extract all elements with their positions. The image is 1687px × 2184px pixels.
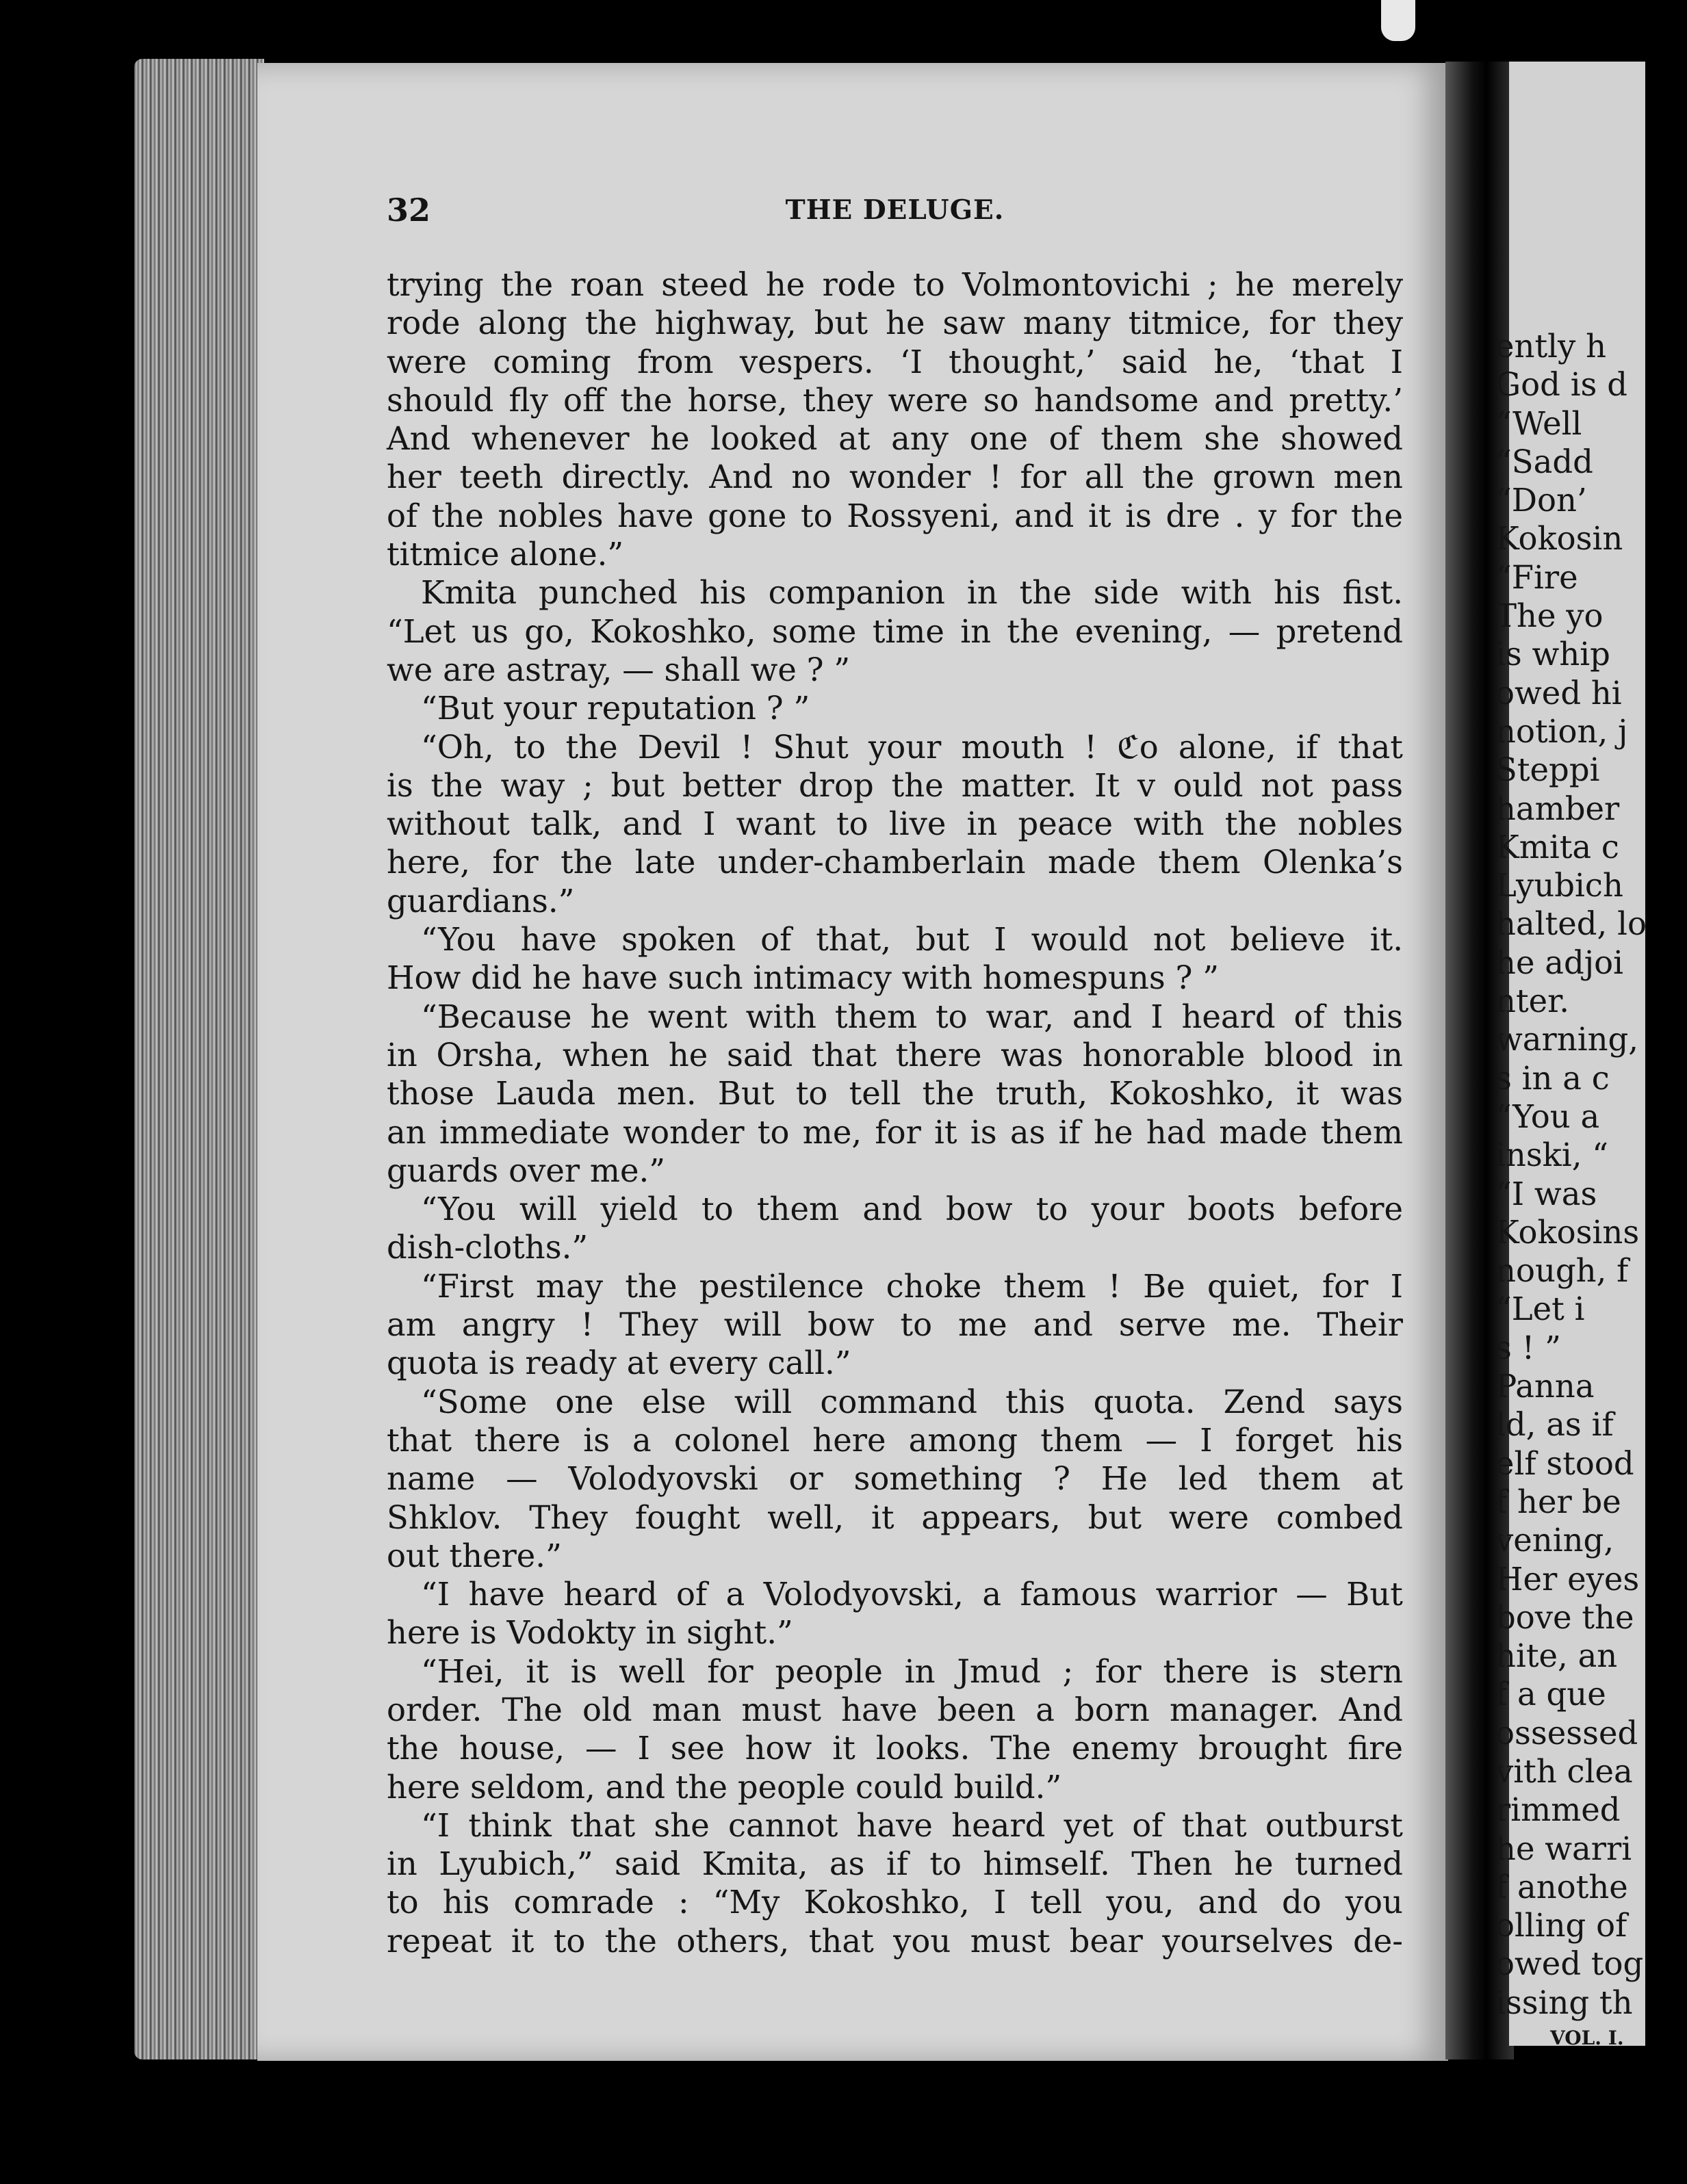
facing-text-line: ‌ently h [1495,328,1607,365]
text-line: out there.” [387,1537,562,1574]
text-line: “Because he went with them to war, and I heard of this [421,998,1403,1035]
page-number: 32 [387,192,431,229]
facing-text-line: nter. [1495,983,1570,1020]
text-line: should fly off the horse, they were so handsome and pretty.’ [387,381,1403,419]
text-line: “You have spoken of that, but I would not believe it. [421,921,1403,959]
facing-text-line: he warri [1495,1830,1632,1867]
facing-text-line: is whip [1495,636,1610,673]
facing-text-line: nough, f [1495,1252,1629,1290]
text-line: of the nobles have gone to Rossyeni, and it is dre . y for the [387,497,1403,534]
facing-text-line: Kokosin [1495,520,1623,558]
page-tab [1381,0,1415,41]
facing-text-line: Panna [1495,1368,1595,1405]
text-line: guards over me.” [387,1152,666,1189]
text-line: How did he have such intimacy with homespuns ? ” [387,959,1219,997]
facing-text-line: “Sadd [1495,443,1593,480]
text-line: here is Vodokty in sight.” [387,1614,793,1652]
facing-text-line: f her be [1495,1483,1621,1520]
facing-text-line: Kokosins [1495,1213,1640,1251]
facing-text-line: The yo [1495,597,1604,635]
text-line: guardians.” [387,882,575,920]
text-line: am angry ! They will bow to me and serve me. Their [387,1306,1403,1344]
text-line: is the way ; but better drop the matter. It v ould not pass [387,766,1403,804]
text-line: in Orsha, when he said that there was honorable blood in [387,1036,1403,1074]
text-line: we are astray, — shall we ? ” [387,651,851,688]
page-edges [134,59,264,2059]
text-line: name — Volodyovski or something ? He led them at [387,1460,1403,1498]
facing-text-line: “Let i [1495,1290,1585,1328]
text-line: the house, — I see how it looks. The enemy brought fire [387,1730,1403,1767]
text-line: to his comrade : “My Kokoshko, I tell you, and do you [387,1884,1403,1921]
text-line: “I have heard of a Volodyovski, a famous warrior — But [421,1576,1403,1613]
facing-text-line: vith clea [1495,1752,1633,1790]
text-line: quota is ready at every call.” [387,1344,851,1382]
text-line: “Let us go, Kokoshko, some time in the evening, — pretend [387,612,1403,650]
facing-text-line: f anothe [1495,1868,1628,1906]
text-line: repeat it to the others, that you must bear yourselves de- [387,1922,1403,1960]
facing-text-line: vening, [1495,1522,1614,1559]
facing-text-line: ossessed [1495,1714,1638,1752]
text-line: trying the roan steed he rode to Volmontovichi ; he merely [387,266,1403,303]
facing-page [1495,62,1647,2049]
facing-text-line: hamber [1495,790,1620,827]
body-text [387,265,1403,1960]
running-head: THE DELUGE. [785,194,1005,226]
text-line: “You will yield to them and bow to your boots before [421,1191,1403,1228]
facing-text-line: Her eyes [1495,1560,1640,1598]
facing-text-line: he adjoi [1495,944,1624,981]
text-line: order. The old man must have been a born manager. And [387,1691,1403,1728]
text-line: were coming from vespers. ‘I thought,’ said he, ‘that I [387,343,1403,380]
facing-text-line: s ! ” [1495,1329,1561,1366]
text-line: her teeth directly. And no wonder ! for all the grown men [387,458,1403,496]
text-line: “First may the pestilence choke them ! Be quiet, for I [421,1267,1403,1305]
facing-text-line: owed hi [1495,674,1622,712]
facing-text-line: inski, “ [1495,1136,1609,1174]
facing-text-line: s in a c [1495,1059,1610,1097]
facing-text-line: “You a [1495,1097,1600,1135]
facing-text-line: bove the [1495,1598,1634,1636]
text-line: here seldom, and the people could build.” [387,1768,1062,1806]
text-line: “Hei, it is well for people in Jmud ; for there is stern [421,1652,1403,1690]
text-line: without talk, and I want to live in peace with the nobles [387,805,1403,843]
facing-text-line: f a que [1495,1676,1606,1713]
text-line: “Oh, to the Devil ! Shut your mouth ! ℭo alone, if that [421,728,1403,766]
text-line: rode along the highway, but he saw many titmice, for they [387,304,1403,342]
text-line: Shklov. They fought well, it appears, but were combed [387,1498,1403,1536]
facing-text-line: issing th [1495,1984,1633,2021]
page-header [387,192,1403,239]
text-line: Kmita punched his companion in the side with his fist. [421,574,1403,612]
facing-text-line: notion, j [1495,712,1628,750]
text-line: that there is a colonel here among them — I forget his [387,1421,1403,1459]
facing-text-line: elf stood [1495,1444,1634,1482]
text-line: dish-cloths.” [387,1229,589,1266]
facing-page-signature: VOL. I. [1550,2027,1624,2049]
text-line: And whenever he looked at any one of them she showed [387,420,1403,458]
text-line: an immediate wonder to me, for it is as if he had made them [387,1113,1403,1151]
text-line: in Lyubich,” said Kmita, as if to himself. Then he turned [387,1845,1403,1883]
text-line: titmice alone.” [387,536,624,573]
text-line: those Lauda men. But to tell the truth, Kokoshko, it was [387,1075,1403,1113]
facing-text-line: God is d [1495,366,1627,404]
facing-text-line: “Well [1495,404,1582,442]
facing-text-line: ld, as if [1495,1406,1614,1444]
text-line: “But your reputation ? ” [421,690,810,727]
facing-text-line: “I was [1495,1175,1597,1212]
facing-text-line: Lyubich [1495,867,1623,905]
facing-text-line: Steppi [1495,751,1600,789]
text-line: here, for the late under-chamberlain made them Olenka’s [387,844,1403,881]
facing-text-line: Kmita c [1495,828,1619,866]
facing-text-line: halted, lo [1495,905,1647,943]
facing-text-line: “Fire [1495,558,1578,596]
facing-text-line: owed tog [1495,1945,1644,1983]
facing-text-line: rimmed [1495,1791,1621,1829]
facing-text-line: “Don’ [1495,482,1587,519]
facing-text-line: hite, an [1495,1637,1618,1675]
text-line: “I think that she cannot have heard yet of that outburst [421,1806,1403,1844]
facing-page-text [1495,327,1687,2022]
facing-text-line: olling of [1495,1907,1627,1945]
facing-text-line: warning, [1495,1021,1639,1058]
text-line: “Some one else will command this quota. Zend says [421,1383,1403,1420]
